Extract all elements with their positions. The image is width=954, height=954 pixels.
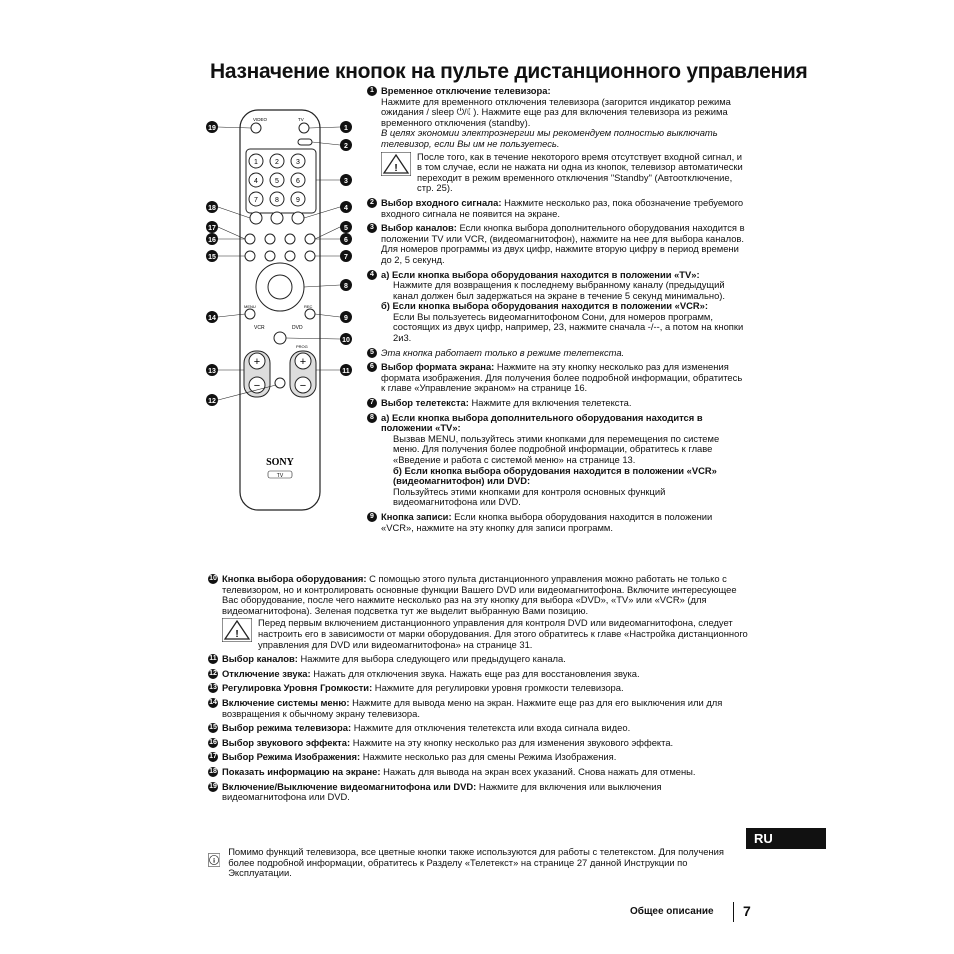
remote-menu-label: MENU — [244, 304, 256, 309]
wide-items — [208, 574, 748, 807]
svg-text:6: 6 — [344, 237, 348, 244]
remote-control-illustration — [200, 105, 365, 525]
remote-vcr-label: VCR — [254, 325, 265, 331]
svg-text:16: 16 — [208, 237, 216, 244]
callout-16 — [206, 233, 245, 245]
svg-text:i: i — [213, 857, 216, 865]
remote-tv-label: TV — [298, 117, 304, 122]
svg-text:14: 14 — [208, 315, 216, 322]
item-3: 3 Выбор каналов: Если кнопка выбора дополнительного оборудования находится в положении TV или VCR, (видеомагнитофон), нажмите на нее для выбора каналов. Для номеров программы из двух цифр, нажмите вторую цифру в период времени до 2, 5 секунд. — [367, 223, 747, 265]
remote-prog-label: PROG — [296, 344, 308, 349]
item-6: 6 Выбор формата экрана: Нажмите на эту кнопку несколько раз для изменения формата изображения. Для получения более подробной информации, обратитесь к главе «Управление экраном» на странице 16. — [367, 362, 747, 394]
item-12: 12 Отключение звука: Нажать для отключения звука. Нажать еще раз для восстановления звука. — [209, 667, 640, 679]
item-2: 2 Выбор входного сигнала: Нажмите несколько раз, пока обозначение требуемого входного сигнала не появится на экране. — [367, 198, 747, 219]
item-19: 19 Включение/Выключение видеомагнитофона или DVD: Нажмите для включения или выключения видеомагнитофона или DVD. — [209, 780, 662, 803]
svg-text:−: − — [253, 380, 261, 392]
svg-text:12: 12 — [208, 398, 216, 405]
svg-text:!: ! — [235, 629, 239, 641]
item-8: 8 а) Если кнопка выбора дополнительного оборудования находится в положении «TV»: Вызвав MENU, пользуйтесь этими кнопками для перемещения по системе меню. Для получения более подробной информации, обратитесь к главе «Введение и работа с системой меню» на странице 13. б) Если кнопка выбора оборудования находится в положении «VCR» (видеомагнитофон) или DVD: Пользуйтесь этими кнопками для контроля основных функций видеомагнитофона или DVD. — [367, 413, 747, 508]
svg-text:18: 18 — [208, 205, 216, 212]
svg-text:7: 7 — [254, 197, 258, 204]
callout-11 — [316, 364, 352, 376]
item-16: 16 Выбор звукового эффекта: Нажмите на эту кнопку несколько раз для изменения звукового эффекта. — [209, 736, 674, 748]
item-18: 18 Показать информацию на экране: Нажать для вывода на экран всех указаний. Снова нажать для отмены. — [209, 765, 696, 777]
svg-text:9: 9 — [296, 197, 300, 204]
language-tab: RU — [746, 828, 826, 849]
svg-text:−: − — [299, 380, 307, 392]
page-title: Назначение кнопок на пульте дистанционного управления — [210, 60, 808, 83]
remote-tv-badge: TV — [276, 473, 284, 479]
item-1: 1 Временное отключение телевизора: Нажмите для временного отключения телевизора (загорится индикатор режима ожидания / sleep ⏻/☾). Нажмите еще раз для включения телевизора из режима временного отключения (standby). В целях экономии электроэнергии мы рекомендуем полностью выключать телевизор, если Вы им не пользуетесь. ! После того, как в течение некоторого время отсутствует входной сигнал, и в том случае, если не нажата ни одна из кнопок, телевизор автоматически переходит в режим временного отключения "Standby" (Автоотключение, стр. 25). — [367, 86, 747, 194]
page-number: 7 — [743, 903, 751, 919]
svg-text:6: 6 — [296, 178, 300, 185]
item-15: 15 Выбор режима телевизора: Нажмите для отключения телетекста или входа сигнала видео. — [209, 722, 631, 734]
right-column — [367, 86, 747, 537]
svg-text:!: ! — [394, 162, 398, 174]
svg-text:1: 1 — [344, 125, 348, 132]
remote-brand: SONY — [266, 457, 294, 468]
item-13: 13 Регулировка Уровня Громкости: Нажмите для регулировки уровня громкости телевизора. — [209, 682, 624, 694]
svg-text:+: + — [299, 356, 307, 368]
item-5: 5 Эта кнопка работает только в режиме телетекста. — [367, 348, 747, 359]
svg-text:4: 4 — [344, 205, 348, 212]
svg-text:4: 4 — [254, 178, 258, 185]
item-9: 9 Кнопка записи: Если кнопка выбора оборудования находится в положении «VCR», нажмите на эту кнопку для записи программ. — [367, 512, 747, 533]
svg-text:1: 1 — [254, 159, 258, 166]
svg-text:2: 2 — [275, 159, 279, 166]
svg-text:+: + — [253, 356, 261, 368]
svg-text:5: 5 — [275, 178, 279, 185]
svg-text:3: 3 — [296, 159, 300, 166]
svg-text:3: 3 — [344, 178, 348, 185]
svg-text:10: 10 — [342, 337, 350, 344]
item-4: 4 а) Если кнопка выбора оборудования находится в положении «TV»: Нажмите для возвращения к последнему выбранному каналу (предыдущий канал должен был задержаться на экране в течение 5 секунд минимально). б) Если кнопка выбора оборудования находится в положении «VCR»: Если Вы пользуетесь видеомагнитофоном Сони, для номеров программ, состоящих из двух цифр, например, 23, нажмите сначала -/--, а потом на кнопки 2и3. — [367, 270, 747, 344]
svg-text:7: 7 — [344, 254, 348, 261]
svg-text:17: 17 — [208, 225, 216, 232]
svg-text:11: 11 — [342, 368, 350, 375]
info-note: i Помимо функций телевизора, все цветные кнопки также используются для работы с телетекстом. Для получения более подробной информации, обратитесь к Разделу «Телетекст» на странице 27 данной Инструкции по Эксплуатации. — [208, 847, 748, 879]
warning-icon — [222, 618, 252, 642]
callout-14 — [206, 311, 245, 323]
callout-3 — [316, 174, 352, 186]
svg-text:15: 15 — [208, 254, 216, 261]
svg-text:9: 9 — [344, 315, 348, 322]
svg-text:8: 8 — [344, 283, 348, 290]
remote-rec-label: REC — [304, 304, 313, 309]
footer-section: Общее описание — [630, 906, 714, 917]
svg-text:5: 5 — [344, 225, 348, 232]
remote-dvd-label: DVD — [292, 325, 303, 331]
item-11: 11 Выбор каналов: Нажмите для выбора следующего или предыдущего канала. — [209, 653, 566, 665]
svg-text:13: 13 — [208, 368, 216, 375]
item-10: 10 Кнопка выбора оборудования: С помощью этого пульта дистанционного управления можно работать не только с телевизором, но и контролировать основные функции Вашего DVD или видеомагнитофона. Включите интересующее Вас оборудование, после чего нажмите несколько раз на эту кнопку для выбора «DVD», «TV» или «VCR» (для видеомагнитофона). Зеленая подсветка тут же выделит выбранную Вами позицию. ! Перед первым включением дистанционного управления для контроля DVD или видеомагнитофона, следует настроить его в зависимости от марки оборудования. Для этого обратитесь к главе «Настройка дистанционного управления для DVD или видеомагнитофона» на странице 31. — [209, 573, 748, 650]
svg-text:2: 2 — [344, 143, 348, 150]
info-icon — [208, 847, 220, 873]
item-17: 17 Выбор Режима Изображения: Нажмите несколько раз для смены Режима Изображения. — [209, 751, 617, 763]
svg-text:19: 19 — [208, 125, 216, 132]
item-7: 7 Выбор телетекста: Нажмите для включения телетекста. — [367, 398, 747, 409]
item-14: 14 Включение системы меню: Нажмите для вывода меню на экран. Нажмите еще раз для его выключения или для возвращения к обычному экрану телевизора. — [209, 696, 723, 719]
callout-15 — [206, 250, 245, 262]
svg-text:8: 8 — [275, 197, 279, 204]
callout-13 — [206, 364, 244, 376]
remote-video-label: VIDEO — [253, 117, 268, 122]
footer-divider — [733, 902, 734, 922]
warning-icon — [381, 152, 411, 176]
